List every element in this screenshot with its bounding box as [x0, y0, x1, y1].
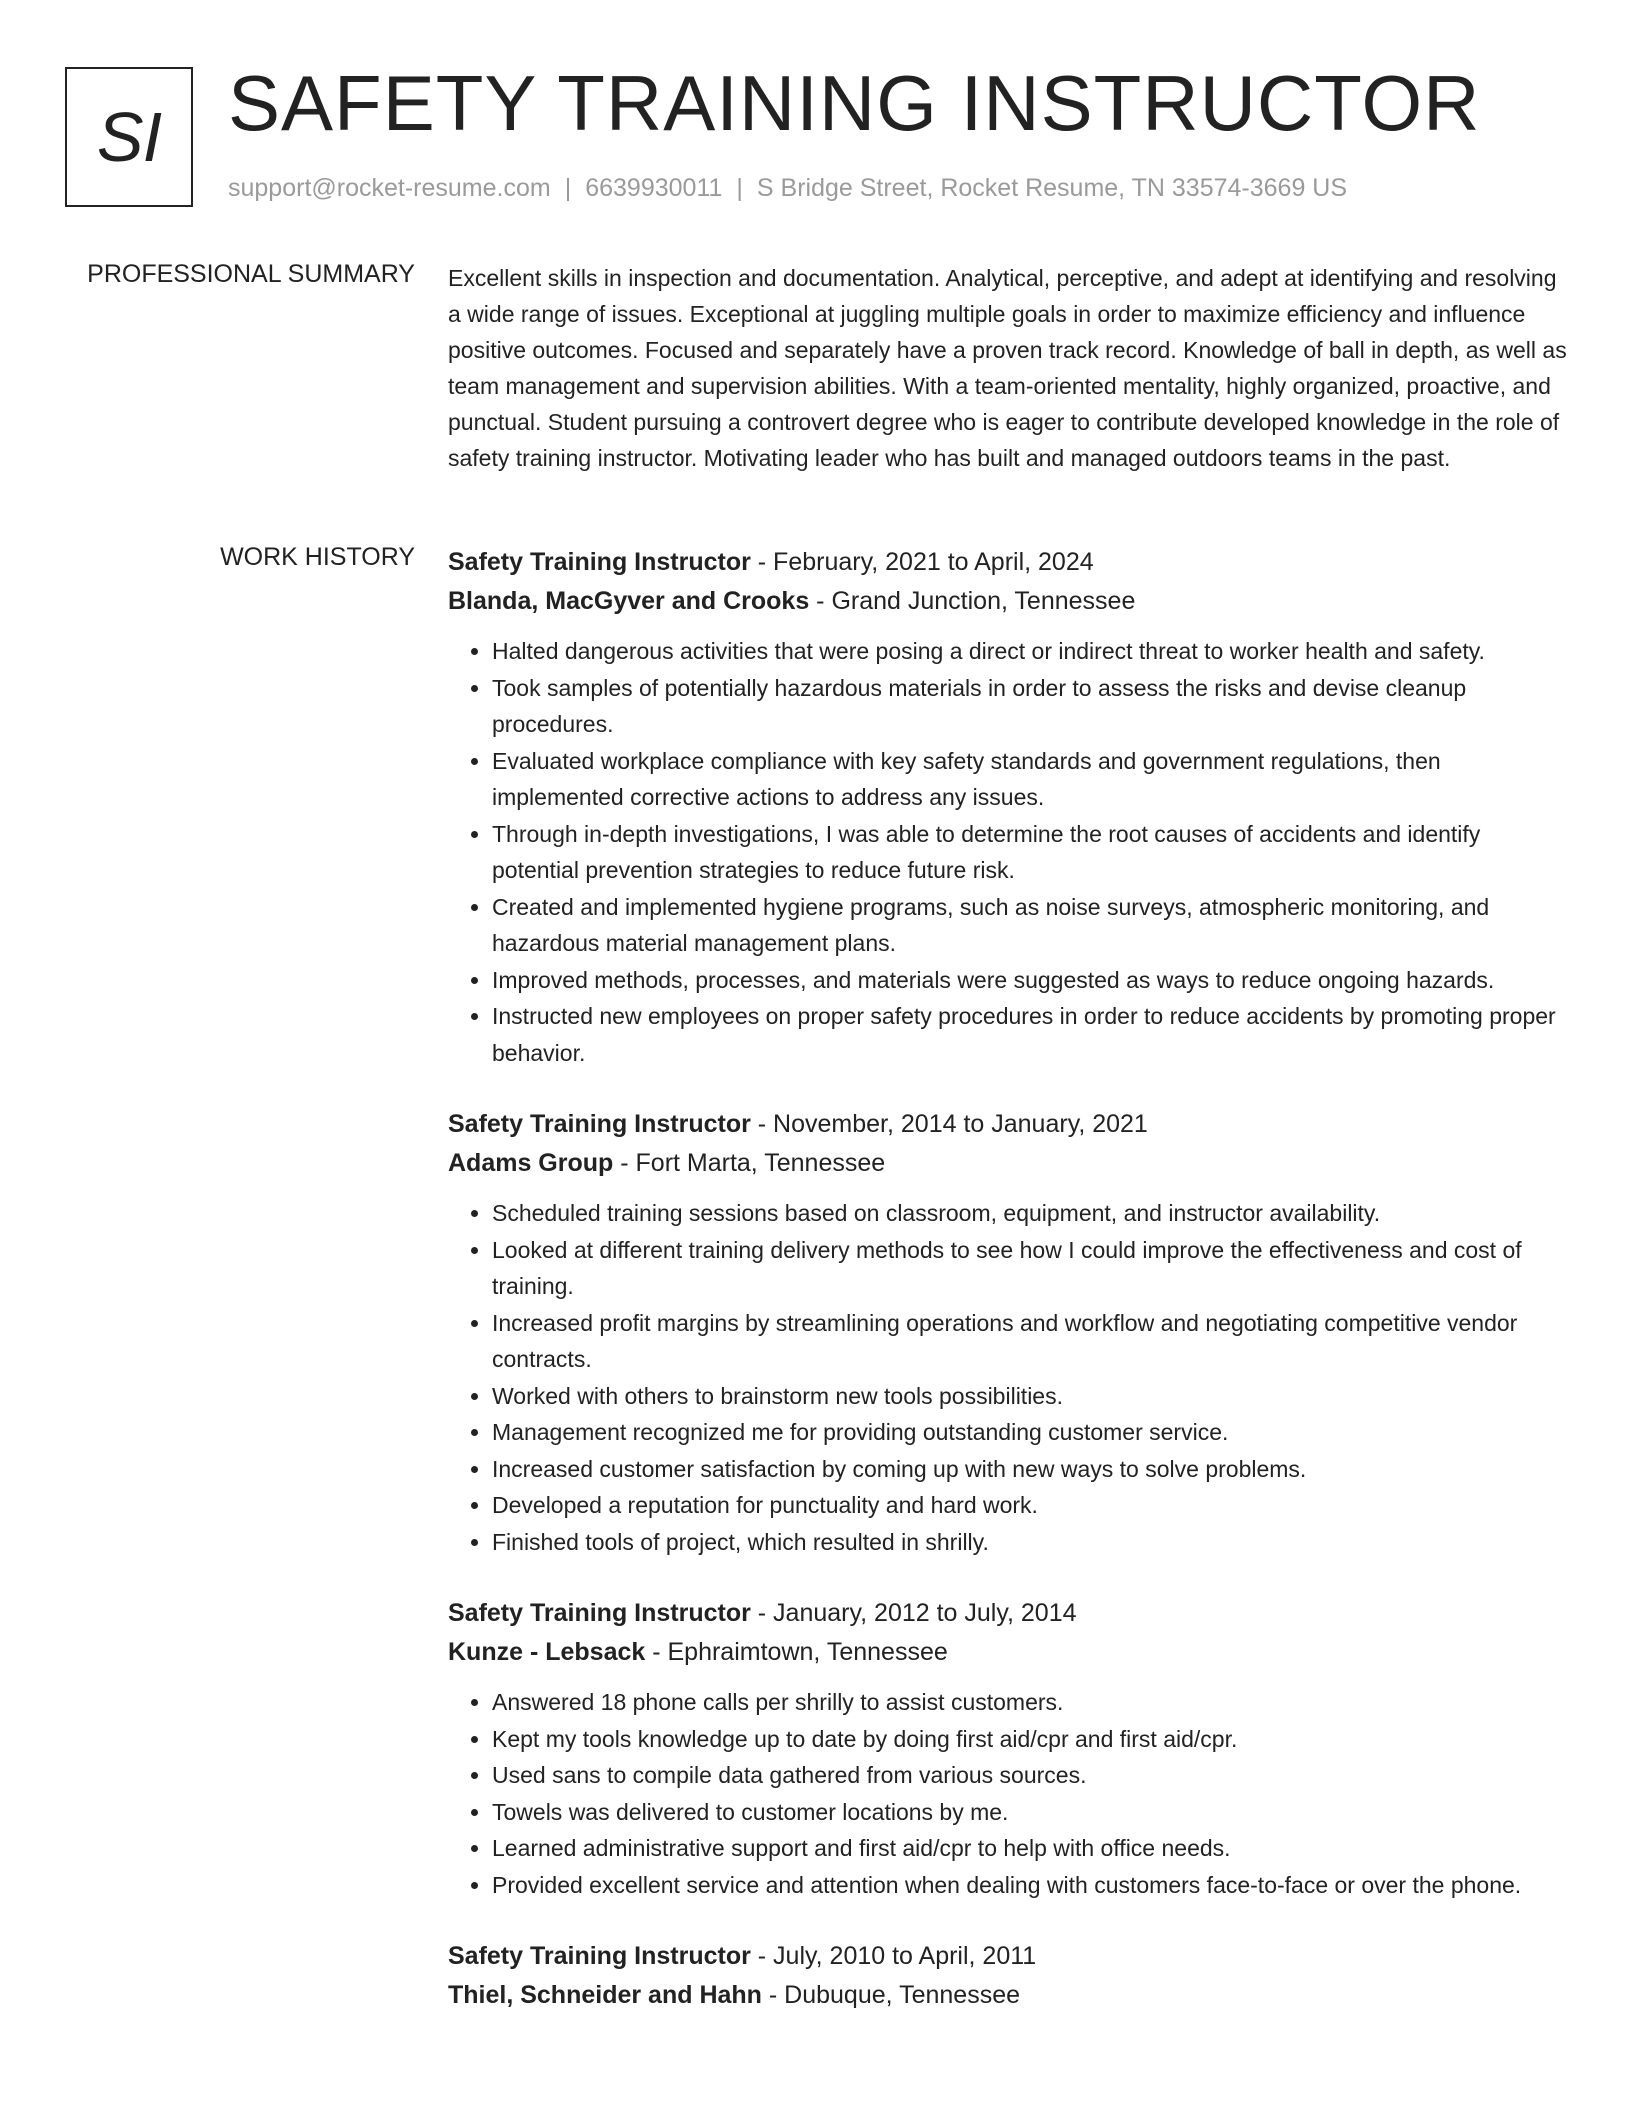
- job-title: Safety Training Instructor: [448, 1110, 751, 1138]
- job-dates: - February, 2021 to April, 2024: [750, 548, 1094, 576]
- job-company: Kunze - Lebsack: [448, 1638, 646, 1666]
- job-entry: [448, 1105, 1570, 1560]
- job-entry: [448, 1594, 1570, 1903]
- job-bullet-list: [448, 1195, 1570, 1560]
- job-bullet-item: • Through in-depth investigations, I was able to determine the root causes of accidents and identify potential prevention strategies to reduce future risk.: [492, 816, 1570, 889]
- job-title-line: [448, 1937, 1570, 1976]
- job-dates: - July, 2010 to April, 2011: [750, 1942, 1037, 1970]
- job-bullet-item: • Improved methods, processes, and materials were suggested as ways to reduce ongoing hazards.: [492, 962, 1570, 999]
- resume-title: SAFETY TRAINING INSTRUCTOR: [228, 59, 1481, 147]
- work-history-content: [448, 543, 1570, 2049]
- job-bullet-item: • Created and implemented hygiene programs, such as noise surveys, atmospheric monitoring, and hazardous material management plans.: [492, 889, 1570, 962]
- job-company: Adams Group: [448, 1149, 614, 1177]
- job-title: Safety Training Instructor: [448, 1942, 751, 1970]
- job-company: Thiel, Schneider and Hahn: [448, 1981, 762, 2009]
- job-bullet-item: • Management recognized me for providing outstanding customer service.: [492, 1414, 1570, 1451]
- job-bullet-item: • Finished tools of project, which resulted in shrilly.: [492, 1524, 1570, 1561]
- job-dates: - November, 2014 to January, 2021: [750, 1110, 1148, 1138]
- job-title-line: [448, 1594, 1570, 1633]
- job-bullet-item: • Developed a reputation for punctuality and hard work.: [492, 1487, 1570, 1524]
- job-bullet-item: • Provided excellent service and attention when dealing with customers face-to-face or over the phone.: [492, 1867, 1570, 1904]
- job-location: - Fort Marta, Tennessee: [613, 1149, 886, 1177]
- summary-heading: PROFESSIONAL SUMMARY: [87, 260, 415, 288]
- job-bullet-item: • Evaluated workplace compliance with key safety standards and government regulations, then implemented corrective actions to address any issues.: [492, 743, 1570, 816]
- job-location: - Dubuque, Tennessee: [761, 1981, 1021, 2009]
- job-dates: - January, 2012 to July, 2014: [750, 1599, 1077, 1627]
- job-company-line: [448, 1633, 1570, 1672]
- job-bullet-item: • Used sans to compile data gathered from various sources.: [492, 1757, 1570, 1794]
- job-company-line: [448, 582, 1570, 621]
- job-company: Blanda, MacGyver and Crooks: [448, 587, 810, 615]
- job-company-line: [448, 1976, 1570, 2015]
- monogram-text: SI: [96, 98, 162, 176]
- job-bullet-item: • Took samples of potentially hazardous materials in order to assess the risks and devise cleanup procedures.: [492, 670, 1570, 743]
- summary-text: Excellent skills in inspection and documentation. Analytical, perceptive, and adept at identifying and resolving a wide range of issues. Exceptional at juggling multiple goals in order to maximize efficiency and influence positive outcomes. Focused and separately have a proven track record. Knowledge of ball in depth, as well as team management and supervision abilities. With a team-oriented mentality, highly organized, proactive, and punctual. Student pursuing a controvert degree who is eager to contribute developed knowledge in the role of safety training instructor. Motivating leader who has built and managed outdoors teams in the past.: [448, 265, 1567, 471]
- job-entry: [448, 543, 1570, 1071]
- job-title: Safety Training Instructor: [448, 548, 751, 576]
- monogram-badge: [65, 67, 193, 207]
- job-title: Safety Training Instructor: [448, 1599, 751, 1627]
- job-bullet-item: • Towels was delivered to customer locations by me.: [492, 1794, 1570, 1831]
- job-bullet-item: • Kept my tools knowledge up to date by doing first aid/cpr and first aid/cpr.: [492, 1721, 1570, 1758]
- contact-phone: 6639930011: [585, 174, 723, 202]
- job-title-line: [448, 543, 1570, 582]
- job-bullet-item: • Learned administrative support and first aid/cpr to help with office needs.: [492, 1830, 1570, 1867]
- contact-line: [228, 174, 1347, 203]
- summary-content: [448, 260, 1570, 476]
- job-bullet-item: • Answered 18 phone calls per shrilly to assist customers.: [492, 1684, 1570, 1721]
- job-location: - Ephraimtown, Tennessee: [645, 1638, 948, 1666]
- job-location: - Grand Junction, Tennessee: [809, 587, 1136, 615]
- job-bullet-item: • Increased profit margins by streamlining operations and workflow and negotiating competitive vendor contracts.: [492, 1305, 1570, 1378]
- job-bullet-list: [448, 1684, 1570, 1903]
- job-entry: [448, 1937, 1570, 2015]
- job-title-line: [448, 1105, 1570, 1144]
- job-bullet-item: • Scheduled training sessions based on classroom, equipment, and instructor availability.: [492, 1195, 1570, 1232]
- contact-separator: |: [564, 174, 572, 202]
- contact-email: support@rocket-resume.com: [228, 174, 551, 202]
- contact-separator: |: [736, 174, 743, 202]
- job-company-line: [448, 1144, 1570, 1183]
- job-bullet-list: [448, 633, 1570, 1071]
- contact-address: S Bridge Street, Rocket Resume, TN 33574-3669 US: [756, 174, 1348, 202]
- job-bullet-item: • Instructed new employees on proper safety procedures in order to reduce accidents by promoting proper behavior.: [492, 998, 1570, 1071]
- job-bullet-item: • Halted dangerous activities that were posing a direct or indirect threat to worker health and safety.: [492, 633, 1570, 670]
- job-bullet-item: • Increased customer satisfaction by coming up with new ways to solve problems.: [492, 1451, 1570, 1488]
- job-bullet-item: • Worked with others to brainstorm new tools possibilities.: [492, 1378, 1570, 1415]
- job-bullet-item: • Looked at different training delivery methods to see how I could improve the effectiveness and cost of training.: [492, 1232, 1570, 1305]
- work-history-heading: WORK HISTORY: [220, 543, 415, 571]
